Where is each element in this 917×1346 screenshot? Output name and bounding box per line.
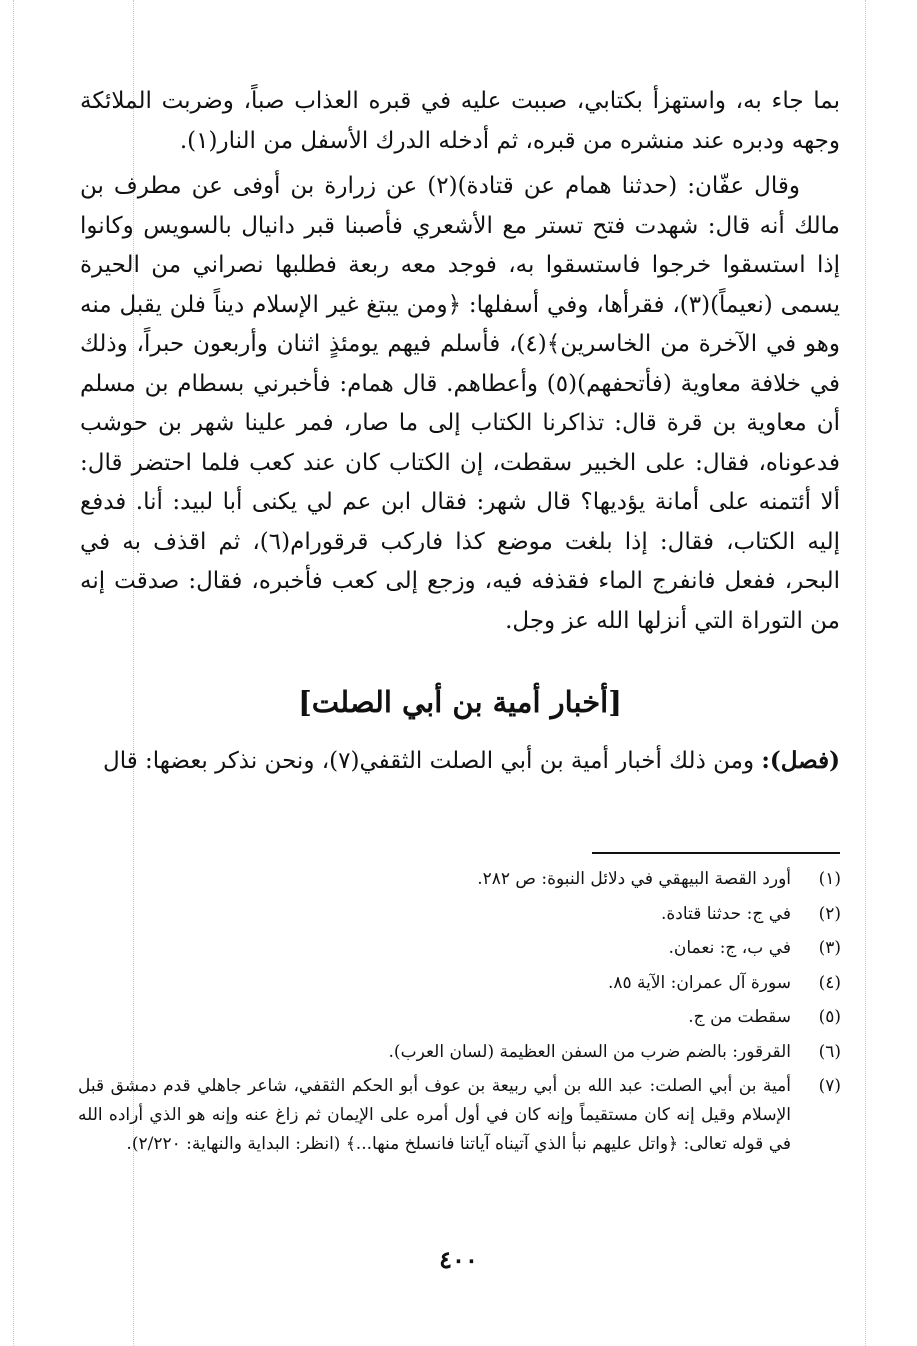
footnote-text: سورة آل عمران: الآية ٨٥. xyxy=(607,972,791,993)
body-paragraph: بما جاء به، واستهزأ بكتابي، صببت عليه في قبره العذاب صباً، وضربت الملائكة وجهه ودبره عند منشره من قبره، ثم أدخله الدرك الأسفل من النار(١). xyxy=(80,88,840,154)
footnote-number: (٣) xyxy=(818,938,841,958)
page-body xyxy=(80,82,840,781)
footnote-number: (٧) xyxy=(818,1076,841,1096)
footnote-number: (٦) xyxy=(818,1041,841,1062)
footnote-item xyxy=(78,1069,841,1159)
footnote-item xyxy=(78,862,841,897)
footnote-text: أورد القصة البيهقي في دلائل النبوة: ص ٢٨٢. xyxy=(477,869,791,889)
footnote-item xyxy=(78,897,841,932)
footnote-item xyxy=(78,1000,841,1035)
footnote-number: (٢) xyxy=(818,903,841,924)
footnote-number: (٤) xyxy=(818,972,841,993)
footnote-number: (٥) xyxy=(818,1007,841,1027)
page-number: ٤٠٠ xyxy=(439,1245,478,1274)
scan-guide-line xyxy=(865,0,866,1346)
section-heading: [أخبار أمية بن أبي الصلت] xyxy=(298,685,622,719)
footnote-text: أمية بن أبي الصلت: عبد الله بن أبي ربيعة بن عوف أبو الحكم الثقفي، شاعر جاهلي قدم دمشق قبل الإسلام وقيل إنه كان مستقيماً وإنه كان في أول أمره على الإيمان ثم زاغ عنه وإنه هو الذي أراده الله في قوله تعالى: ﴿واتل عليهم نبأ الذي آتيناه آياتنا فانسلخ منها...﴾ (انظر: البداية والنهاية: ٢/٢٢٠). xyxy=(78,1076,791,1154)
footnote-number: (١) xyxy=(818,869,841,889)
scan-guide-line xyxy=(13,0,14,1346)
footnote-text: في ب، ج: نعمان. xyxy=(668,938,791,958)
footnote-text: في ج: حدثنا قتادة. xyxy=(661,903,791,924)
footnote-text: سقطت من ج. xyxy=(688,1007,791,1027)
footnote-divider xyxy=(592,852,840,854)
footnote-item xyxy=(78,931,841,966)
section-paragraph xyxy=(80,741,840,781)
footnotes xyxy=(78,862,841,1159)
footnote-item xyxy=(78,966,841,1001)
section-label: (فصل): xyxy=(761,747,840,774)
footnote-text: القرقور: بالضم ضرب من السفن العظيمة (لسان العرب). xyxy=(388,1041,791,1062)
body-paragraph: وقال عفّان: (حدثنا همام عن قتادة)(٢) عن زرارة بن أوفى عن مطرف بن مالك أنه قال: شهدت فتح تستر مع الأشعري فأصبنا قبر دانيال بالسويس وكانوا إذا استسقوا خرجوا فاستسقوا به، فوجد معه ربعة فطلبها نصراني من الحيرة يسمى (نعيماً)(٣)، فقرأها، وفي أسفلها: ﴿ومن يبتغ غير الإسلام ديناً فلن يقبل منه وهو في الآخرة من الخاسرين﴾(٤)، فأسلم فيهم يومئذٍ اثنان وأربعون حبراً، وذلك في خلافة معاوية (فأتحفهم)(٥) وأعطاهم. قال همام: فأخبرني بسطام بن مسلم أن معاوية بن قرة قال: تذاكرنا الكتاب إلى ما صار، فمر علينا شهر بن حوشب فدعوناه، فقال: على الخبير سقطت، إن الكتاب كان عند كعب فلما احتضر قال: ألا أئتمنه على أمانة يؤديها؟ قال شهر: فقال ابن عم لي يكنى أبا لبيد: أنا. فدفع إليه الكتاب، فقال: إذا بلغت موضع كذا فاركب قرقورام(٦)، ثم اقذف به في البحر، ففعل فانفرج الماء فقذفه فيه، وزجع إلى كعب فأخبره، فقال: صدقت إنه من التوراة التي أنزلها الله عز وجل. xyxy=(80,173,841,634)
footnote-item xyxy=(78,1035,841,1070)
section-text: ومن ذلك أخبار أمية بن أبي الصلت الثقفي(٧)، ونحن نذكر بعضها: قال xyxy=(103,748,755,774)
